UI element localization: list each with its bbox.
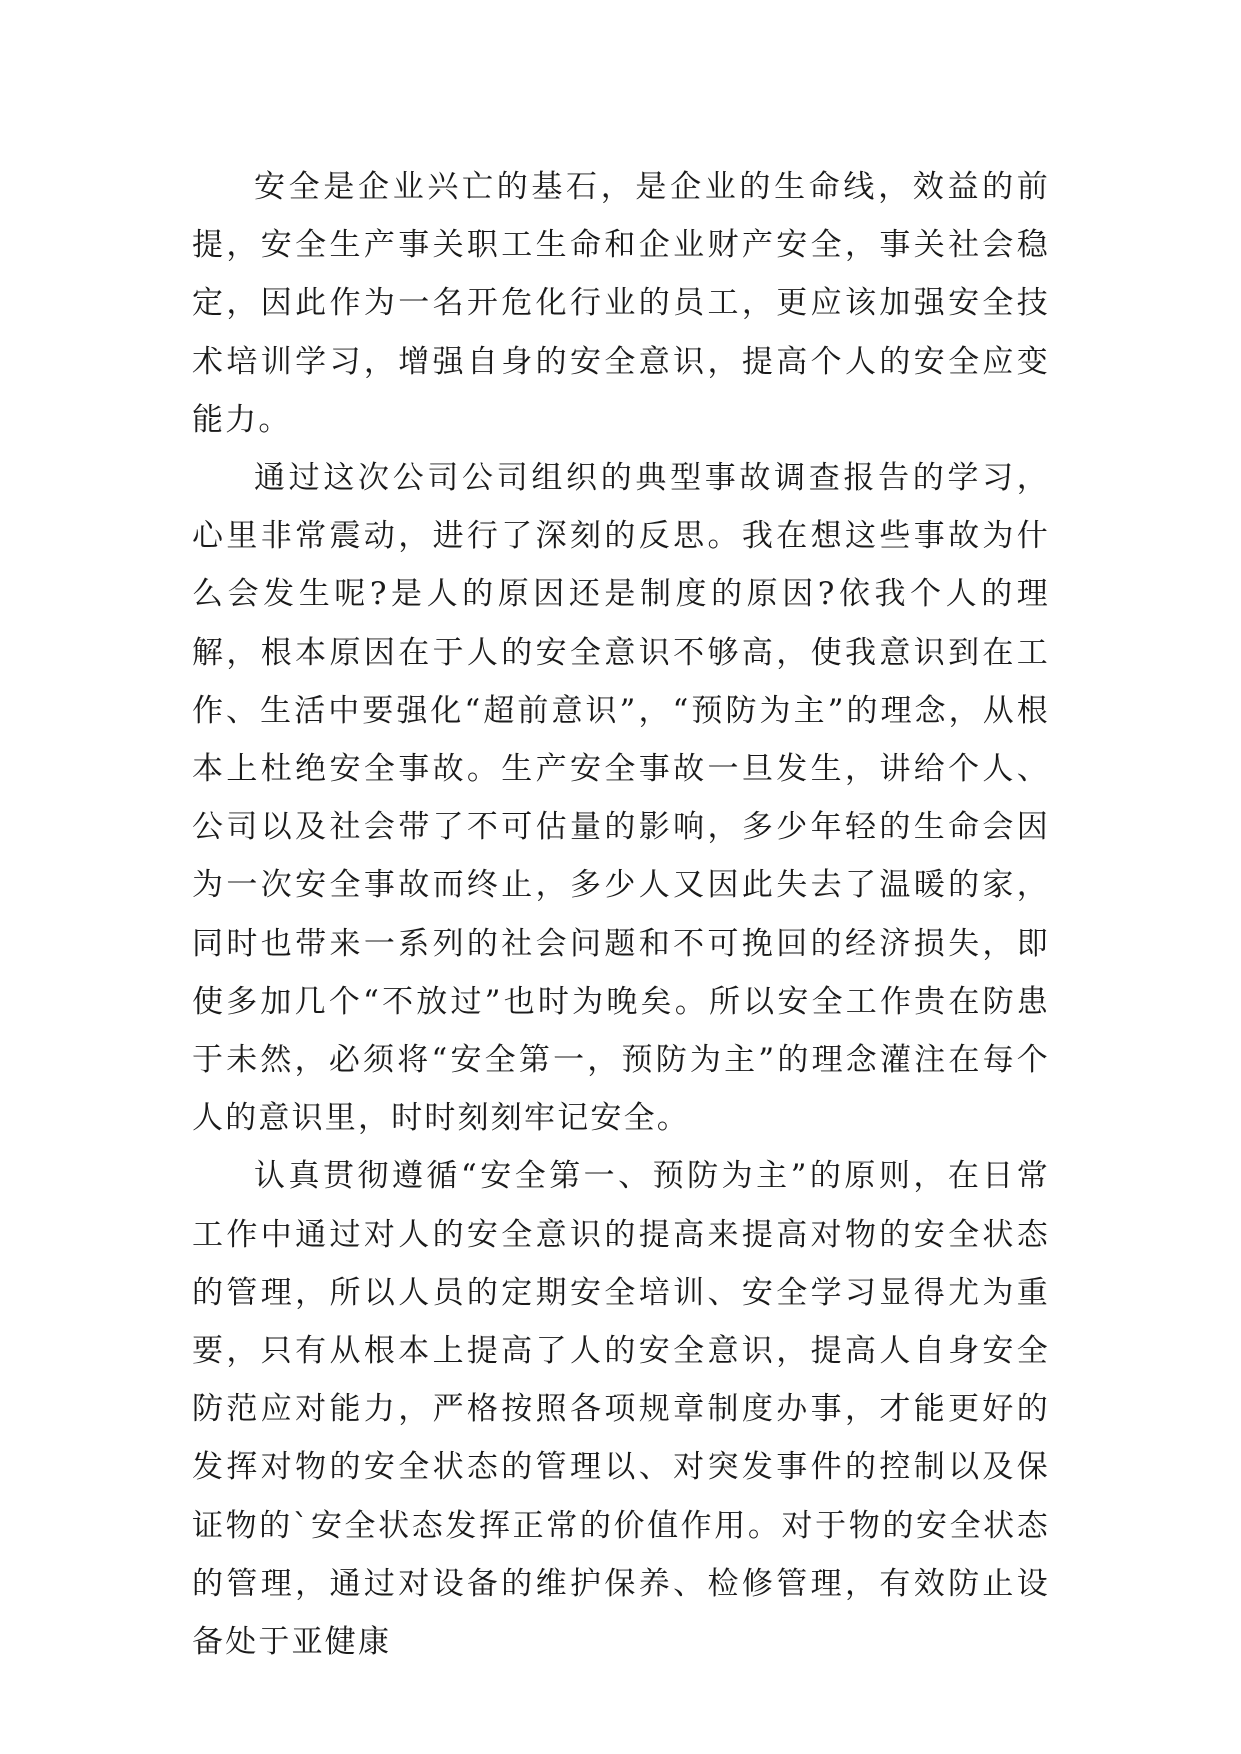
paragraph-2: 通过这次公司公司组织的典型事故调查报告的学习，心里非常震动，进行了深刻的反思。我在想这些事故为什么会发生呢?是人的原因还是制度的原因?依我个人的理解，根本原因在于人的安全意识不够高，使我意识到在工作、生活中要强化“超前意识”，“预防为主”的理念，从根本上杜绝安全事故。生产安全事故一旦发生，讲给个人、公司以及社会带了不可估量的影响，多少年轻的生命会因为一次安全事故而终止，多少人又因此失去了温暖的家，同时也带来一系列的社会问题和不可挽回的经济损失，即使多加几个“不放过”也时为晚矣。所以安全工作贵在防患于未然，必须将“安全第一，预防为主”的理念灌注在每个人的意识里，时时刻刻牢记安全。 bbox=[192, 460, 1050, 1137]
paragraph-3: 认真贯彻遵循“安全第一、预防为主”的原则，在日常工作中通过对人的安全意识的提高来提高对物的安全状态的管理，所以人员的定期安全培训、安全学习显得尤为重要，只有从根本上提高了人的安全意识，提高人自身安全防范应对能力，严格按照各项规章制度办事，才能更好的发挥对物的安全状态的管理以、对突发事件的控制以及保证物的`安全状态发挥正常的价值作用。对于物的安全状态的管理，通过对设备的维护保养、检修管理，有效防止设备处于亚健康 bbox=[192, 1158, 1050, 1661]
document-body bbox=[192, 158, 1050, 1671]
paragraph-1: 安全是企业兴亡的基石，是企业的生命线，效益的前提，安全生产事关职工生命和企业财产安全，事关社会稳定，因此作为一名开危化行业的员工，更应该加强安全技术培训学习，增强自身的安全意识，提高个人的安全应变能力。 bbox=[192, 169, 1050, 438]
